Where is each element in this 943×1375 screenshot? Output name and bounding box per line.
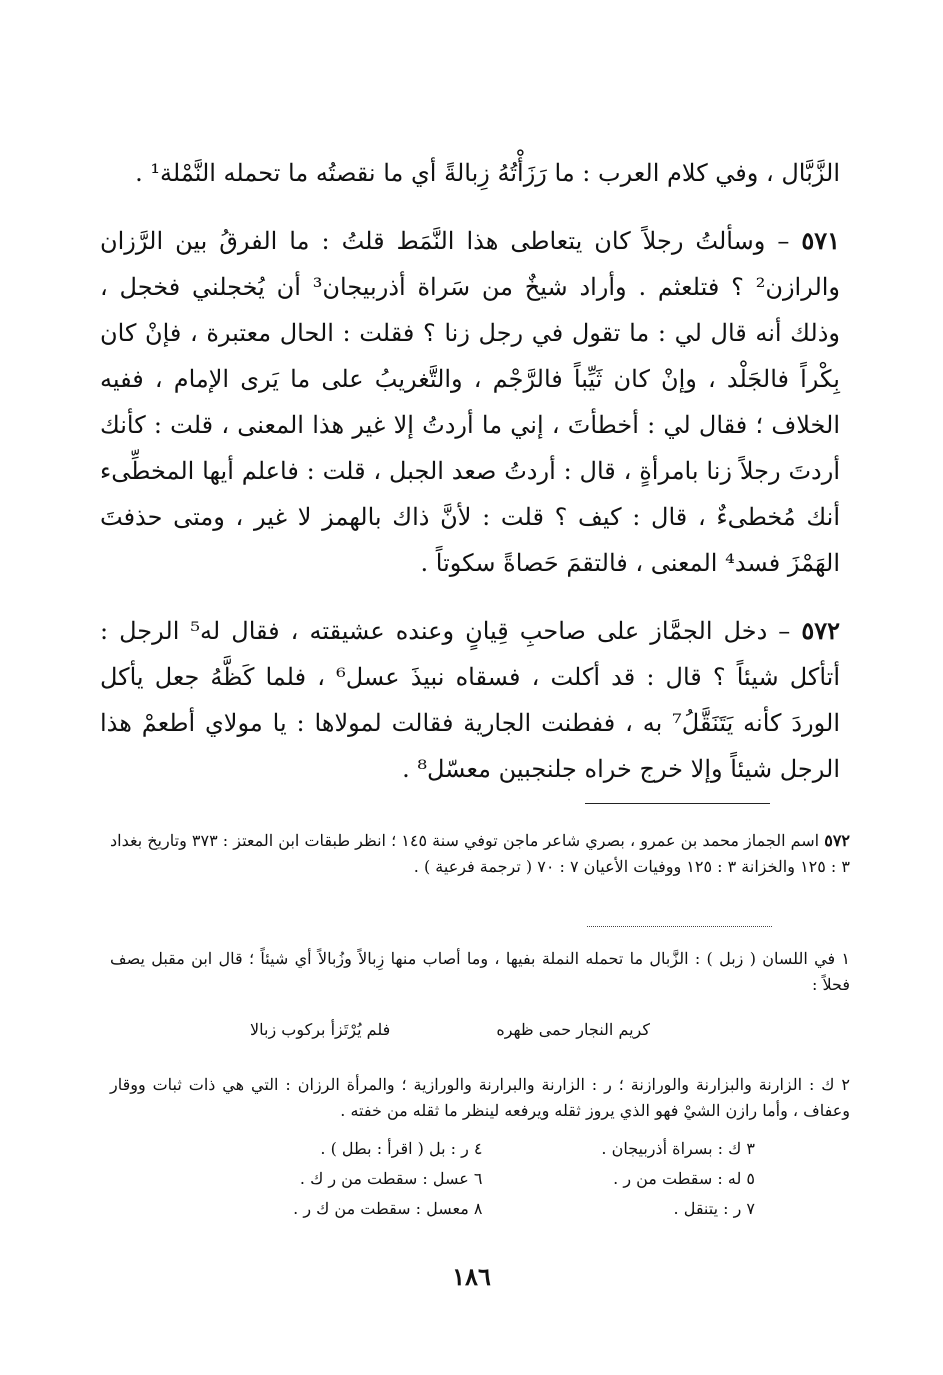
footnote-5: ٥ له : سقطت من ر . [613, 1169, 755, 1188]
footnote-3: ٣ ك : بسراة أذربيجان . [601, 1139, 755, 1158]
short-notes [210, 1134, 755, 1224]
note-text: اسم الجماز محمد بن عمرو ، بصري شاعر ماجن توفي سنة ١٤٥ ؛ انظر طبقات ابن المعتز : ٣٧٣ وتاريخ بغداد ٣ : ١٢٥ والخزانة ٣ : ١٢٥ ووفيات الأعيان ٧ : ٧٠ ( ترجمة فرعية ) . [110, 831, 850, 876]
verse-hemistich-first: كريم النجار حمى ظهره [496, 1020, 650, 1039]
footnote-1 [110, 946, 850, 998]
footnote-2 [110, 1072, 850, 1124]
note-text: ٢ ك : الزارنة والبزارنة والورازنة ؛ ر : الزارنة والبرارنة والورازية ؛ والمرأة الرزان : التي هي ذات ثبات ووقار وعفاف ، وأما رازن الشيْ فهو الذي يروز ثقله ويرفعه لينظر ما ثقله من خفته . [110, 1075, 850, 1120]
intro-paragraph: الزَّبَّال ، وفي كلام العرب : ما رَزَأْتُهُ زِبالةً أي ما نقصتُه ما تحمله النَّمْلة¹ . [135, 159, 840, 187]
main-text [100, 150, 840, 814]
note-number: ٥٧٢ [824, 831, 851, 850]
footnote-separator [585, 803, 770, 804]
paragraph-number: ٥٧١ [801, 226, 840, 255]
poetry-verse [250, 1020, 650, 1039]
page-number: ١٨٦ [452, 1262, 491, 1291]
paragraph-text: – وسألتُ رجلاً كان يتعاطى هذا النَّمَط قلتُ : ما الفرقُ بين الرَّزان والرازن² ؟ فتلعثم . وأراد شيخٌ من سَراة أذربيجان³ أن يُخجلني فخجل ، وذلك أنه قال لي : ما تقول في رجل زنا ؟ فقلت : الحال معتبرة ، فإنْ كان بِكْراً فالجَلْد ، وإنْ كان ثَيِّباً فالرَّجْم ، والتَّغريبُ على ما يَرى الإمام ، ففيه الخلاف ؛ فقال لي : أخطأتَ ، إني ما أردتُ إلا غير هذا المعنى ، قلت : كأنك أردتَ رجلاً زنا بامرأةٍ ، قال : أردتُ صعد الجبل ، قلت : فاعلم أيها المخطِّىء أنك مُخطىءٌ ، قال : كيف ؟ قلت : لأنَّ ذاك بالهمز لا غير ، ومتى حذفتَ الهَمْزَ فسد⁴ المعنى ، فالتقمَ حَصاةً سكوتاً . [100, 227, 841, 577]
paragraph-text: – دخل الجمَّاز على صاحبِ قِيانٍ وعنده عشيقته ، فقال له⁵ الرجل : أتأكل شيئاً ؟ قال : قد أكلت ، فسقاه نبيذَ عسل⁶ ، فلما كَظَّهُ جعل يأكل الوردَ كأنه يَتَنَقَّلُ⁷ به ، ففطنت الجارية فقالت لمولاها : يا مولاي أطعمْ هذا الرجل شيئاً وإلا خرج خراه جلنجبين معسّل⁸ . [100, 617, 840, 783]
footnote-7: ٧ ر : يتنقل . [673, 1199, 755, 1218]
footnote-6: ٦ عسل : سقطت من ر ك . [299, 1169, 483, 1188]
footnote-4: ٤ ر : بل ( اقرأ : بطل ) . [320, 1139, 483, 1158]
notes-separator [587, 926, 772, 927]
footnote-8: ٨ معسل : سقطت من ك ر . [293, 1199, 483, 1218]
paragraph-572 [100, 608, 840, 792]
paragraph-571 [100, 218, 840, 586]
note-text: ١ في اللسان ( زبل ) : الزَّبال ما تحمله النملة بفيها ، وما أصاب منها زِبالاً وزُبالاً أي شيئاً ؛ قال ابن مقبل يصف فحلاً : [110, 949, 850, 994]
biographical-note [110, 828, 850, 880]
verse-hemistich-second: فلم يُرْتَزأ بركوب زبالا [250, 1020, 391, 1039]
paragraph-number: ٥٧٢ [801, 616, 841, 645]
